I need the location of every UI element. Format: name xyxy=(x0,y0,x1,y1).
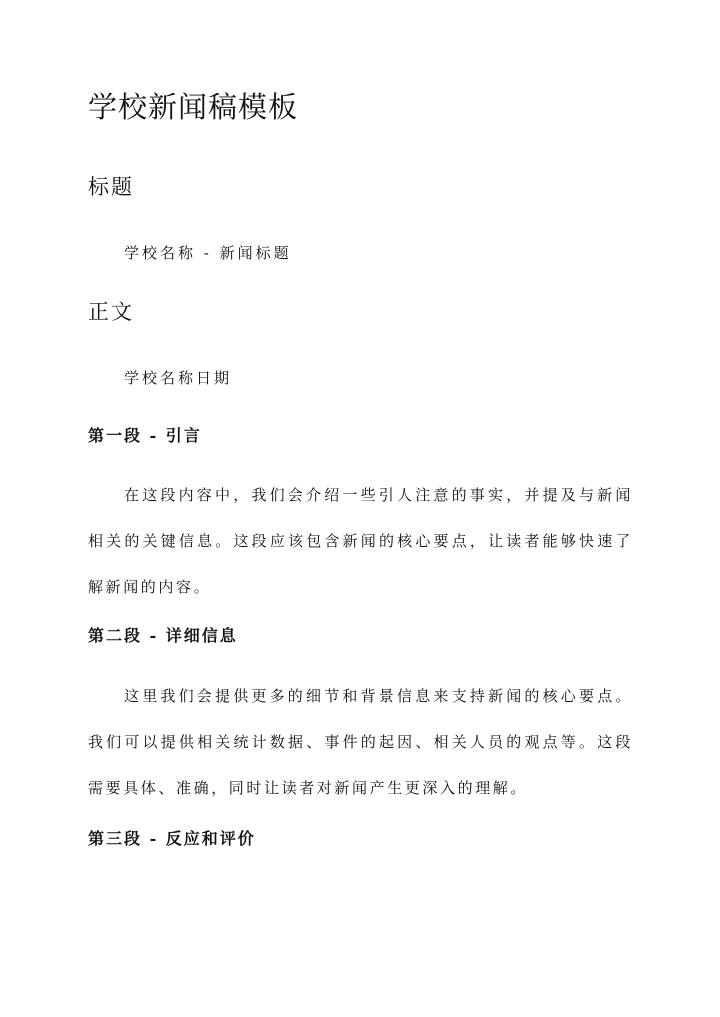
paragraph-details: 这里我们会提供更多的细节和背景信息来支持新闻的核心要点。我们可以提供相关统计数据、事件的起因、相关人员的观点等。这段需要具体、准确，同时让读者对新闻产生更深入的理解。 xyxy=(88,687,633,797)
section-heading-body: 正文 xyxy=(88,300,134,324)
document-title: 学校新闻稿模板 xyxy=(88,90,299,124)
news-title-placeholder: 学校名称 - 新闻标题 xyxy=(124,244,292,262)
paragraph-heading-reactions: 第三段 - 反应和评价 xyxy=(88,829,256,848)
school-name-date: 学校名称日期 xyxy=(124,369,233,387)
paragraph-heading-details: 第二段 - 详细信息 xyxy=(88,626,238,645)
paragraph-heading-introduction: 第一段 - 引言 xyxy=(88,426,202,445)
paragraph-introduction: 在这段内容中，我们会介绍一些引人注意的事实，并提及与新闻相关的关键信息。这段应该包含新闻的核心要点，让读者能够快速了解新闻的内容。 xyxy=(88,486,633,596)
section-heading-title: 标题 xyxy=(88,175,134,199)
